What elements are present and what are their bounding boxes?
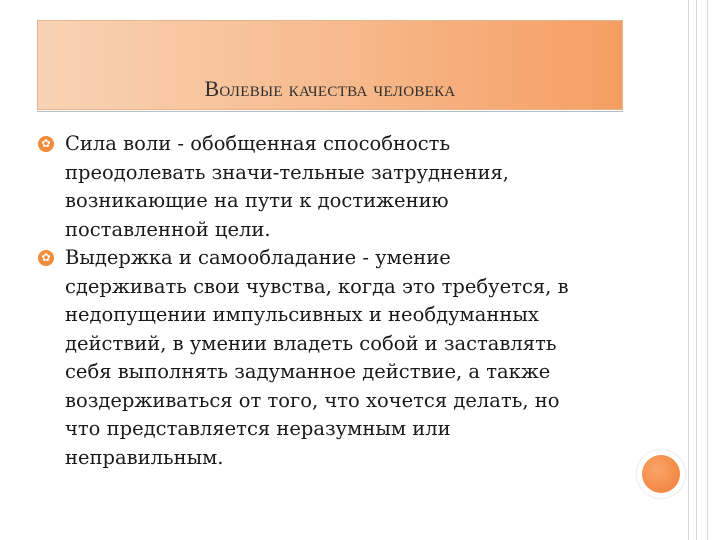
decorative-vertical-line — [696, 0, 697, 540]
bullet-line: преодолевать значи-тельные затруднения, — [65, 160, 510, 184]
bullet-line: сдерживать свои чувства, когда это требуется, в — [65, 274, 569, 298]
title-banner — [37, 20, 623, 110]
decorative-vertical-line — [688, 0, 689, 540]
bullet-line: Сила воли - обобщенная способность — [65, 132, 451, 155]
bullet-line: неправильным. — [65, 445, 224, 469]
title-divider — [37, 111, 623, 112]
bullet-line: Выдержка и самообладание - умение — [65, 246, 451, 269]
flower-bullet-icon: ✿ — [38, 250, 54, 266]
decorative-orange-circle — [642, 455, 680, 493]
decorative-vertical-line — [707, 0, 708, 540]
bullet-line: возникающие на пути к достижению — [65, 189, 449, 212]
bullet-line: себя выполнять задуманное действие, а также — [65, 360, 551, 383]
bullet-line: что представляется неразумным или — [65, 417, 451, 440]
slide-title: Волевые качества человека — [204, 76, 456, 101]
bullet-line: поставленной цели. — [65, 217, 271, 241]
bullet-line: недопущении импульсивных и необдуманных — [65, 303, 539, 326]
bullet-line: действий, в умении владеть собой и заставлять — [65, 331, 557, 355]
bullet-line: воздерживаться от того, что хочется делать, но — [65, 388, 560, 412]
slide-content — [38, 130, 628, 472]
bullet-item — [38, 130, 628, 244]
flower-bullet-icon: ✿ — [38, 136, 54, 152]
bullet-item — [38, 244, 628, 472]
